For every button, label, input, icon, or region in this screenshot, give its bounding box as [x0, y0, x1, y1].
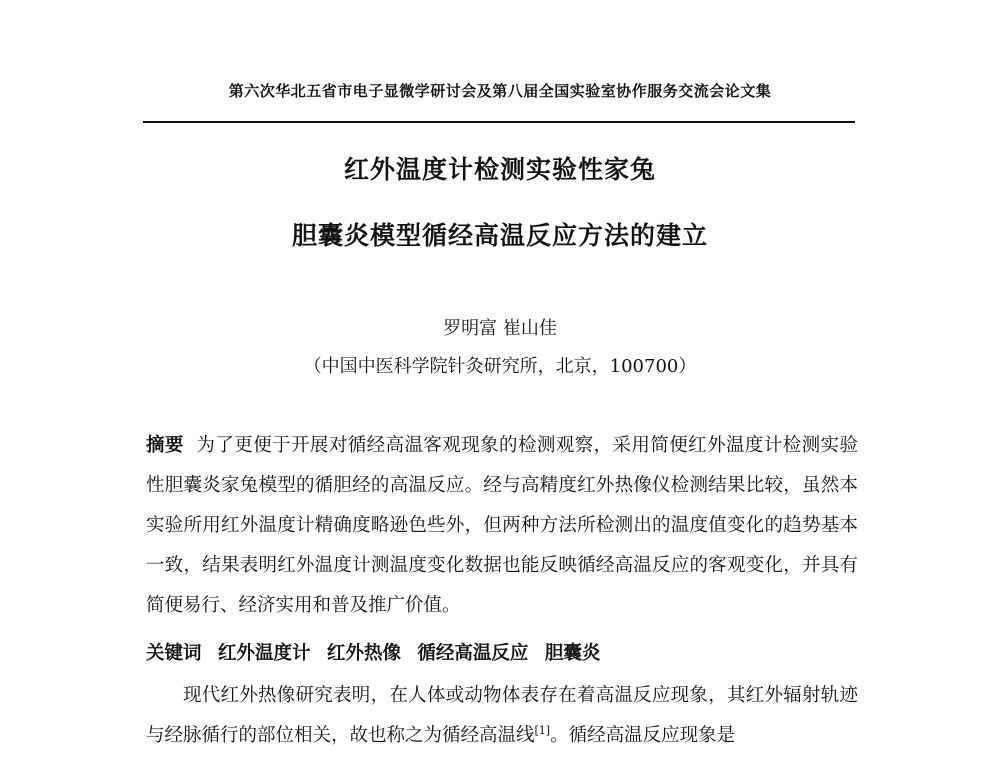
paper-title-line-1: 红外温度计检测实验性家兔 — [343, 155, 656, 184]
running-header: 第六次华北五省市电子显微学研讨会及第八届全国实验室协作服务交流会论文集 — [228, 82, 772, 100]
abstract — [146, 426, 858, 626]
abstract-text: 为了更便于开展对循经高温客观现象的检测观察，采用简便红外温度计检测实验性胆囊炎家兔模型的循胆经的高温反应。经与高精度红外热像仪检测结果比较，虽然本实验所用红外温度计精确度略逊色些外，但两种方法所检测出的温度值变化的趋势基本一致，结果表明红外温度计测温度变化数据也能反映循经高温反应的客观变化，并具有简便易行、经济实用和普及推广价值。 — [146, 435, 858, 616]
keyword-item: 胆囊炎 — [544, 643, 601, 664]
body-text-part-2: 。循经高温反应现象是 — [550, 725, 736, 746]
abstract-label: 摘要 — [146, 435, 184, 456]
citation-ref[interactable]: [1] — [534, 723, 551, 737]
keywords — [146, 634, 858, 674]
keyword-item: 循经高温反应 — [417, 643, 529, 664]
affiliation: （中国中医科学院针灸研究所，北京，100700） — [303, 356, 697, 377]
body-text-part-1: 现代红外热像研究表明，在人体或动物体表存在着高温反应现象，其红外辐射轨迹与经脉循行的部位相关，故也称之为循经高温线 — [146, 685, 858, 746]
body-paragraph — [146, 676, 858, 756]
paper-title-line-2: 胆囊炎模型循经高温反应方法的建立 — [291, 221, 708, 250]
keyword-item: 红外温度计 — [217, 643, 311, 664]
authors: 罗明富 崔山佳 — [443, 318, 557, 339]
keywords-label: 关键词 — [146, 643, 202, 664]
keyword-item: 红外热像 — [326, 643, 401, 664]
header-rule — [143, 121, 855, 123]
